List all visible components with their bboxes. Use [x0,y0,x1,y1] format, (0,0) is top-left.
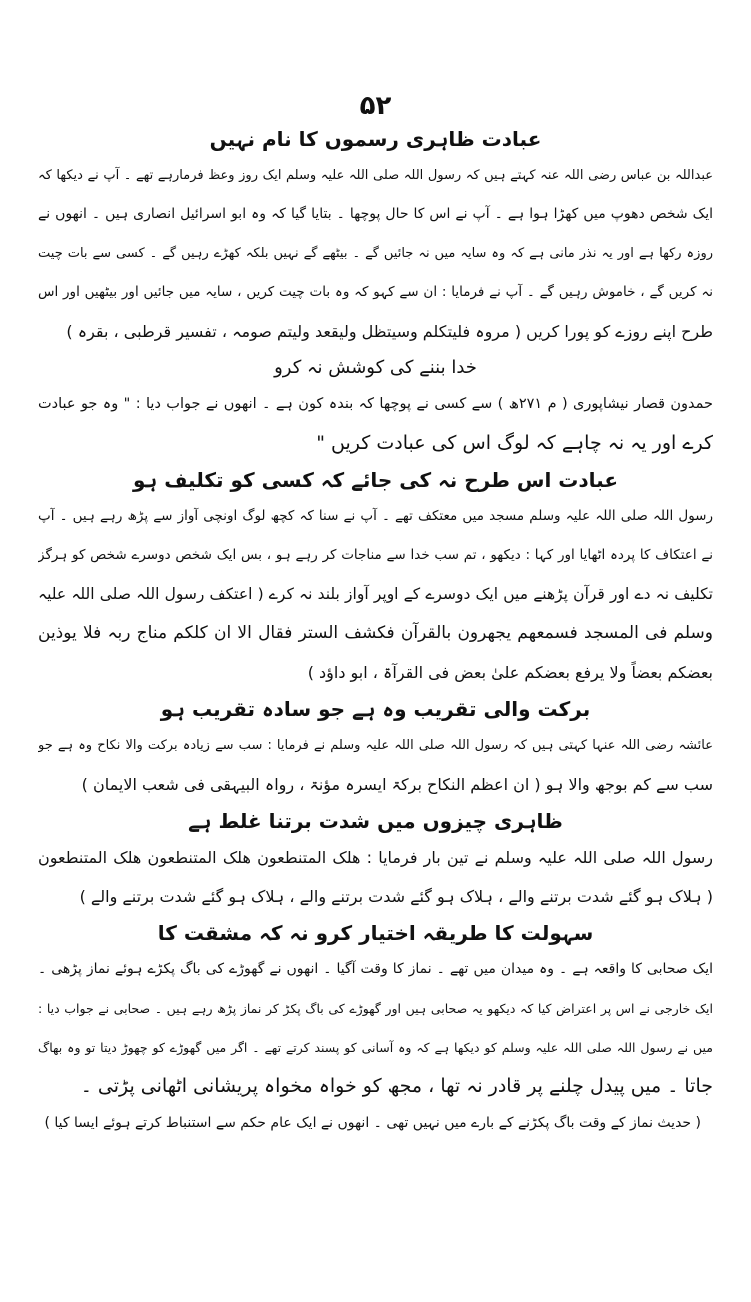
section-do-not-try-to-be-god [38,351,713,463]
paragraph-line: نے اعتکاف کا پردہ اٹھایا اور کہا : دیکھو ، تم سب خدا سے مناجات کر رہے ہو ، بس ایک شخص دوسرے شخص کو ہرگز [38,547,713,563]
section-worship-without-harm [38,463,713,692]
paragraph-line: بعضکم بعضاً ولا یرفع بعضکم علیٰ بعض فی القرآۃ ، ابو داؤد ) [307,663,713,682]
paragraph [38,497,713,692]
section-heading: عبادت اس طرح نہ کی جائے کہ کسی کو تکلیف ہو [133,468,618,492]
paragraph-line: سب سے کم بوجھ والا ہو ( ان اعظم النکاح برکۃ ایسرہ مؤنۃ ، رواہ البیہقی فی شعب الایمان ) [81,775,713,794]
paragraph [38,950,713,1106]
section-no-strictness [38,804,713,916]
section-choose-ease [38,916,713,1138]
paragraph-line: وسلم فی المسجد فسمعھم یجھرون بالقرآن فکشف الستر فقال الا ان کلکم مناج ربہ فلا یوذین [38,623,713,643]
paragraph-line: طرح اپنے روزے کو پورا کریں ( مروہ فلیتکلم وسیتظل ولیقعد ولیتم صومہ ، تفسیر قرطبی ، بقرہ ) [66,322,713,341]
paragraph-line: ( ہلاک ہو گئے شدت برتنے والے ، ہلاک ہو گئے شدت برتنے والے ، ہلاک ہو گئے شدت برتنے والے ) [79,887,713,906]
section-heading: سہولت کا طریقہ اختیار کرو نہ کہ مشقت کا [157,921,594,945]
paragraph-line: نہ کریں گے ، خاموش رہیں گے ۔ آپ نے فرمایا : ان سے کہو کہ وہ بات چیت کریں ، سایہ میں جائیں اور بیٹھیں اور اس [38,284,713,300]
section-subheading: خدا بننے کی کوشش نہ کرو [274,357,477,378]
paragraph-line: ایک شخص دھوپ میں کھڑا ہوا ہے ۔ آپ نے اس کا حال پوچھا ۔ بتایا گیا کہ وہ ابو اسرائیل انصاری ہیں ۔ انھوں نے [38,206,713,222]
section-heading: ظاہری چیزوں میں شدت برتنا غلط ہے [188,809,563,833]
footnote: ( حدیث نماز کے وقت باگ پکڑنے کے بارے میں نہیں تھی ۔ انھوں نے ایک عام حکم سے استنباط کرتے ہوئے ایسا کیا ) [44,1115,701,1131]
paragraph-line: حمدون قصار نیشاپوری ( م ۲۷۱ھ ) سے کسی نے پوچھا کہ بندہ کون ہے ۔ انھوں نے جواب دیا : " وہ جو عبادت [38,396,713,412]
paragraph [38,726,713,804]
paragraph-line: رسول اللہ صلی اللہ علیہ وسلم نے تین بار فرمایا : ھلک المتنطعون ھلک المتنطعون ھلک المتنطعون [38,848,713,867]
paragraph-line: ایک خارجی نے اس پر اعتراض کیا کہ دیکھو یہ صحابی ہیں اور گھوڑے کی باگ پکڑ کر نماز پڑھ رہے ہیں ۔ صحابی نے جواب دیا : [38,1001,713,1016]
paragraph [38,156,713,351]
section-heading: برکت والی تقریب وہ ہے جو سادہ تقریب ہو [160,697,591,721]
paragraph-line: ایک صحابی کا واقعہ ہے ۔ وہ میدان میں تھے ۔ نماز کا وقت آگیا ۔ انھوں نے گھوڑے کی باگ پکڑے ہوئے نماز پڑھی ۔ [38,961,713,977]
section-simple-ceremony [38,692,713,804]
paragraph-line: روزہ رکھا ہے اور یہ نذر مانی ہے کہ وہ سایہ میں نہ جائیں گے ۔ بیٹھے گے نہیں بلکہ کھڑے رہیں گے ۔ کسی سے بات چیت [38,246,713,261]
page-number: ۵۲ [359,91,392,121]
section-worship-not-rituals [38,122,713,351]
section-heading: عبادت ظاہری رسموں کا نام نہیں [209,127,542,151]
paragraph-line: جاتا ۔ میں پیدل چلنے پر قادر نہ تھا ، مجھ کو خواہ مخواہ پریشانی اٹھانی پڑتی ۔ [80,1075,713,1097]
paragraph-line: میں نے رسول اللہ صلی اللہ علیہ وسلم کو دیکھا ہے کہ وہ آسانی کو پسند کرتے تھے ۔ اگر میں گھوڑے کو چھوڑ دیتا تو وہ بھاگ [38,1040,713,1055]
paragraph-line: تکلیف نہ دے اور قرآن پڑھنے میں ایک دوسرے کے اوپر آواز بلند نہ کرے ( اعتکف رسول اللہ صلی اللہ علیہ [38,585,713,603]
paragraph-line: کرے اور یہ نہ چاہے کہ لوگ اس کی عبادت کریں " [316,432,713,454]
paragraph [38,838,713,916]
paragraph-line: عبداللہ بن عباس رضی اللہ عنہ کہتے ہیں کہ رسول اللہ صلی اللہ علیہ وسلم ایک روز وعظ فرمارہے تھے ۔ آپ نے دیکھا کہ [38,168,713,183]
paragraph-line: رسول اللہ صلی اللہ علیہ وسلم مسجد میں معتکف تھے ۔ آپ نے سنا کہ کچھ لوگ اونچی آواز سے پڑھ رہے ہیں ۔ آپ [38,508,713,524]
paragraph [38,385,713,463]
paragraph-line: عائشہ رضی اللہ عنہا کہتی ہیں کہ رسول اللہ صلی اللہ علیہ وسلم نے فرمایا : سب سے زیادہ برکت والا نکاح وہ ہے جو [38,738,713,753]
